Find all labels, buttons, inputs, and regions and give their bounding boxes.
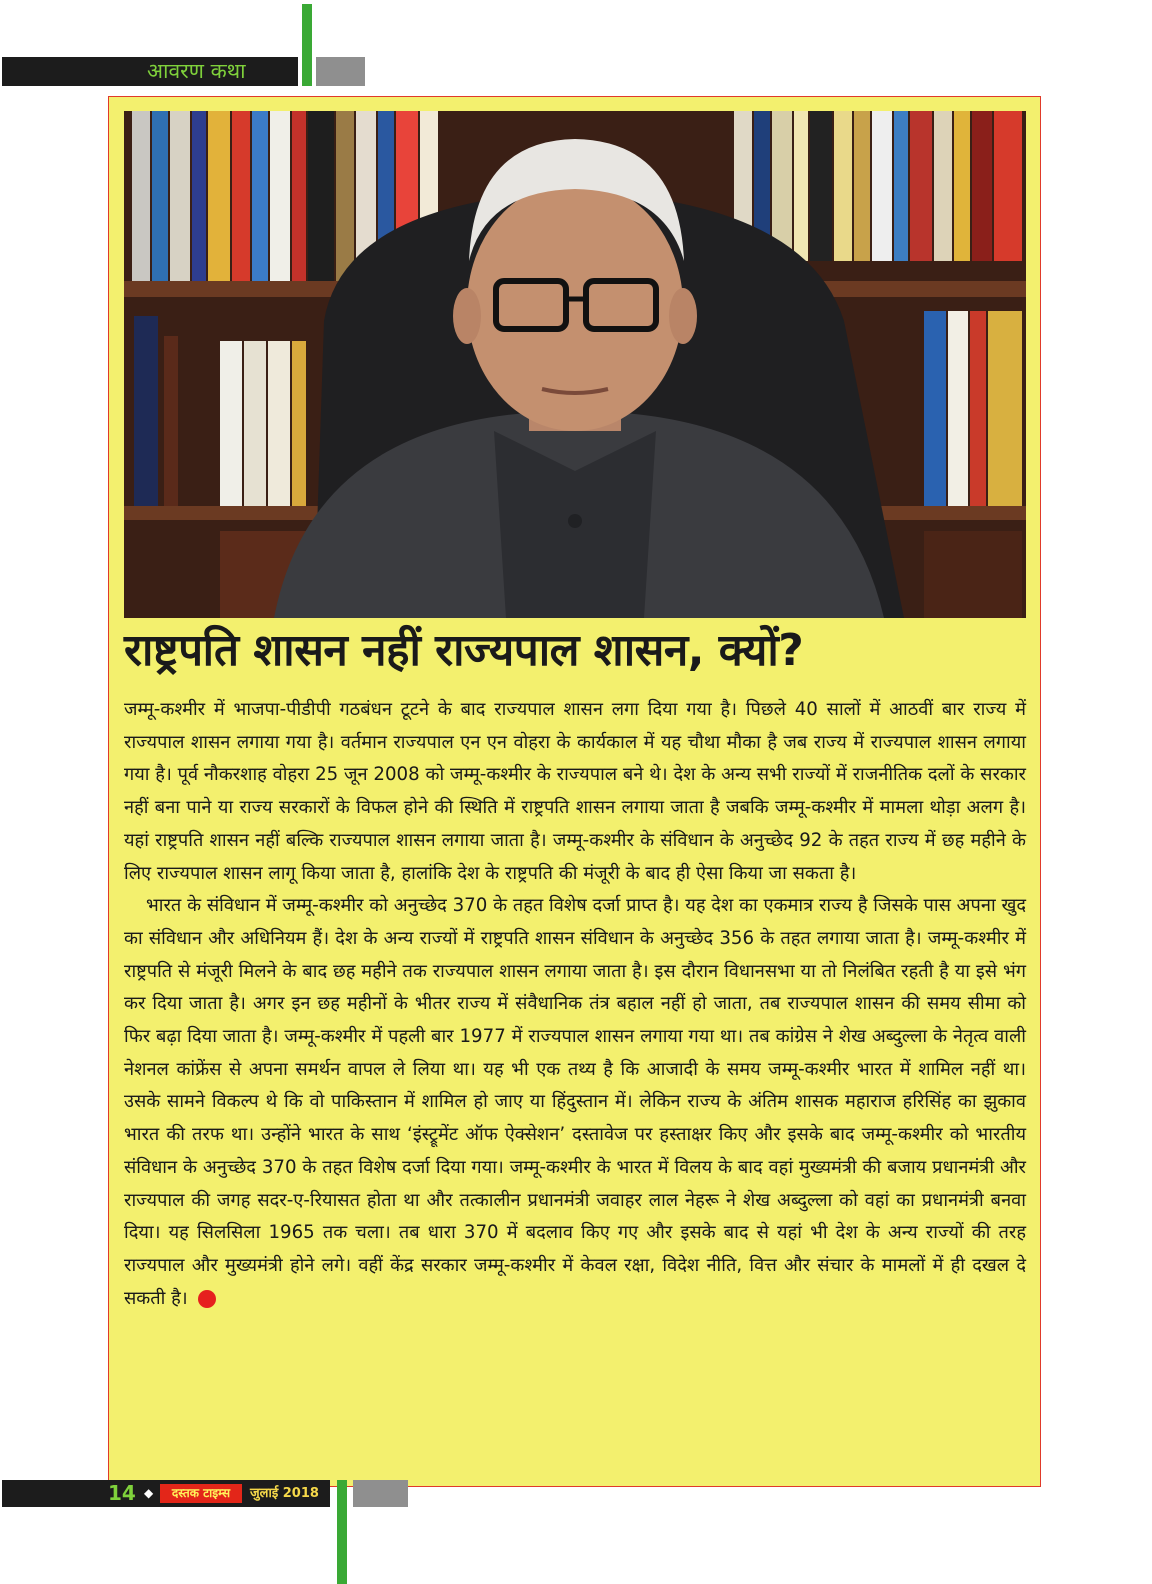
article-paragraph-2-text: भारत के संविधान में जम्मू-कश्मीर को अनुच्छेद 370 के तहत विशेष दर्जा प्राप्त है। यह देश का एकमात्र राज्य है जिसके पास अपना खुद का संविधान और अधिनियम हैं। देश के अन्य राज्यों में राष्ट्रपति शासन संविधान के अनुच्छेद 356 के तहत लगाया जाता है। जम्मू-कश्मीर में राष्ट्रपति से मंजूरी मिलने के बाद छह महीने तक राज्यपाल शासन लगाया जाता है। इस दौरान विधानसभा या तो निलंबित रहती है या इसे भंग कर दिया जाता है। अगर इन छह महीनों के भीतर राज्य में संवैधानिक तंत्र बहाल नहीं हो जाता, तब राज्यपाल शासन की समय सीमा को फिर बढ़ा दिया जाता है। जम्मू-कश्मीर में पहली बार 1977 में राज्यपाल शासन लगाया गया था। तब कांग्रेस ने शेख अब्दुल्ला के नेतृत्व वाली नेशनल कांफ्रेंस से अपना समर्थन वापल ले लिया था। यह भी एक तथ्य है कि आजादी के समय जम्मू-कश्मीर भारत में शामिल नहीं था। उसके सामने विकल्प थे कि वो पाकिस्तान में शामिल हो जाए या हिंदुस्तान में। लेकिन राज्य के अंतिम शासक महाराज हरिसिंह का झुकाव भारत की तरफ था। उन्होंने भारत के साथ ‘इंस्ट्रूमेंट ऑफ ऐक्सेशन’ दस्तावेज पर हस्ताक्षर किए और इसके बाद जम्मू-कश्मीर को भारतीय संविधान के अनुच्छेद 370 के तहत विशेष दर्जा दिया गया। जम्मू-कश्मीर के भारत में विलय के बाद वहां मुख्यमंत्री की बजाय प्रधानमंत्री और राज्यपाल की जगह सदर-ए-रियासत होता था और तत्कालीन प्रधानमंत्री जवाहर लाल नेहरू ने शेख अब्दुल्ला को वहां का प्रधानमंत्री बनवा दिया। यह सिलसिला 1965 तक चला। तब धारा 370 में बदलाव किए गए और इसके बाद से यहां भी देश के अन्य राज्यों की तरह राज्यपाल और मुख्यमंत्री होने लगे। वहीं केंद्र सरकार जम्मू-कश्मीर में केवल रक्षा, विदेश नीति, वित्त और संचार के मामलों में ही दखल दे सकती है। <box>124 895 1026 1309</box>
header-green-stripe <box>302 4 312 86</box>
issue-date: जुलाई 2018 <box>250 1486 319 1501</box>
article-paragraph-1: जम्मू-कश्मीर में भाजपा-पीडीपी गठबंधन टूटने के बाद राज्यपाल शासन लगा दिया गया है। पिछले 40 सालों में आठवीं बार राज्य में राज्यपाल शासन लगाया गया है। वर्तमान राज्यपाल एन एन वोहरा के कार्यकाल में यह चौथा मौका है जब राज्य में राज्यपाल शासन लगाया गया है। पूर्व नौकरशाह वोहरा 25 जून 2008 को जम्मू-कश्मीर के राज्यपाल बने थे। देश के अन्य सभी राज्यों में राजनीतिक दलों के सरकार नहीं बना पाने या राज्य सरकारों के विफल होने की स्थिति में राष्ट्रपति शासन लगाया जाता है जबकि जम्मू-कश्मीर में मामला थोड़ा अलग है। यहां राष्ट्रपति शासन नहीं बल्कि राज्यपाल शासन लगाया जाता है। जम्मू-कश्मीर के संविधान के अनुच्छेद 92 के तहत राज्य में छह महीने के लिए राज्यपाल शासन लागू किया जाता है, हालांकि देश के राष्ट्रपति की मंजूरी के बाद ही ऐसा किया जा सकता है। <box>124 699 1026 884</box>
portrait-photo <box>124 111 1026 618</box>
footer-green-stripe <box>337 1480 347 1584</box>
article-body <box>124 694 1026 1315</box>
article-paragraph-2 <box>124 890 1026 1315</box>
page-number: 14 <box>108 1481 136 1505</box>
article-headline: राष्ट्रपति शासन नहीं राज्यपाल शासन, क्यों? <box>124 625 804 676</box>
end-of-article-dot-icon <box>198 1290 216 1308</box>
magazine-logo: दस्तक टाइम्स <box>160 1484 242 1503</box>
footer-grey-block <box>353 1480 408 1507</box>
footer-separator-icon: ◆ <box>144 1486 154 1500</box>
header-grey-block <box>316 57 365 86</box>
section-label: आवरण कथा <box>147 59 246 83</box>
